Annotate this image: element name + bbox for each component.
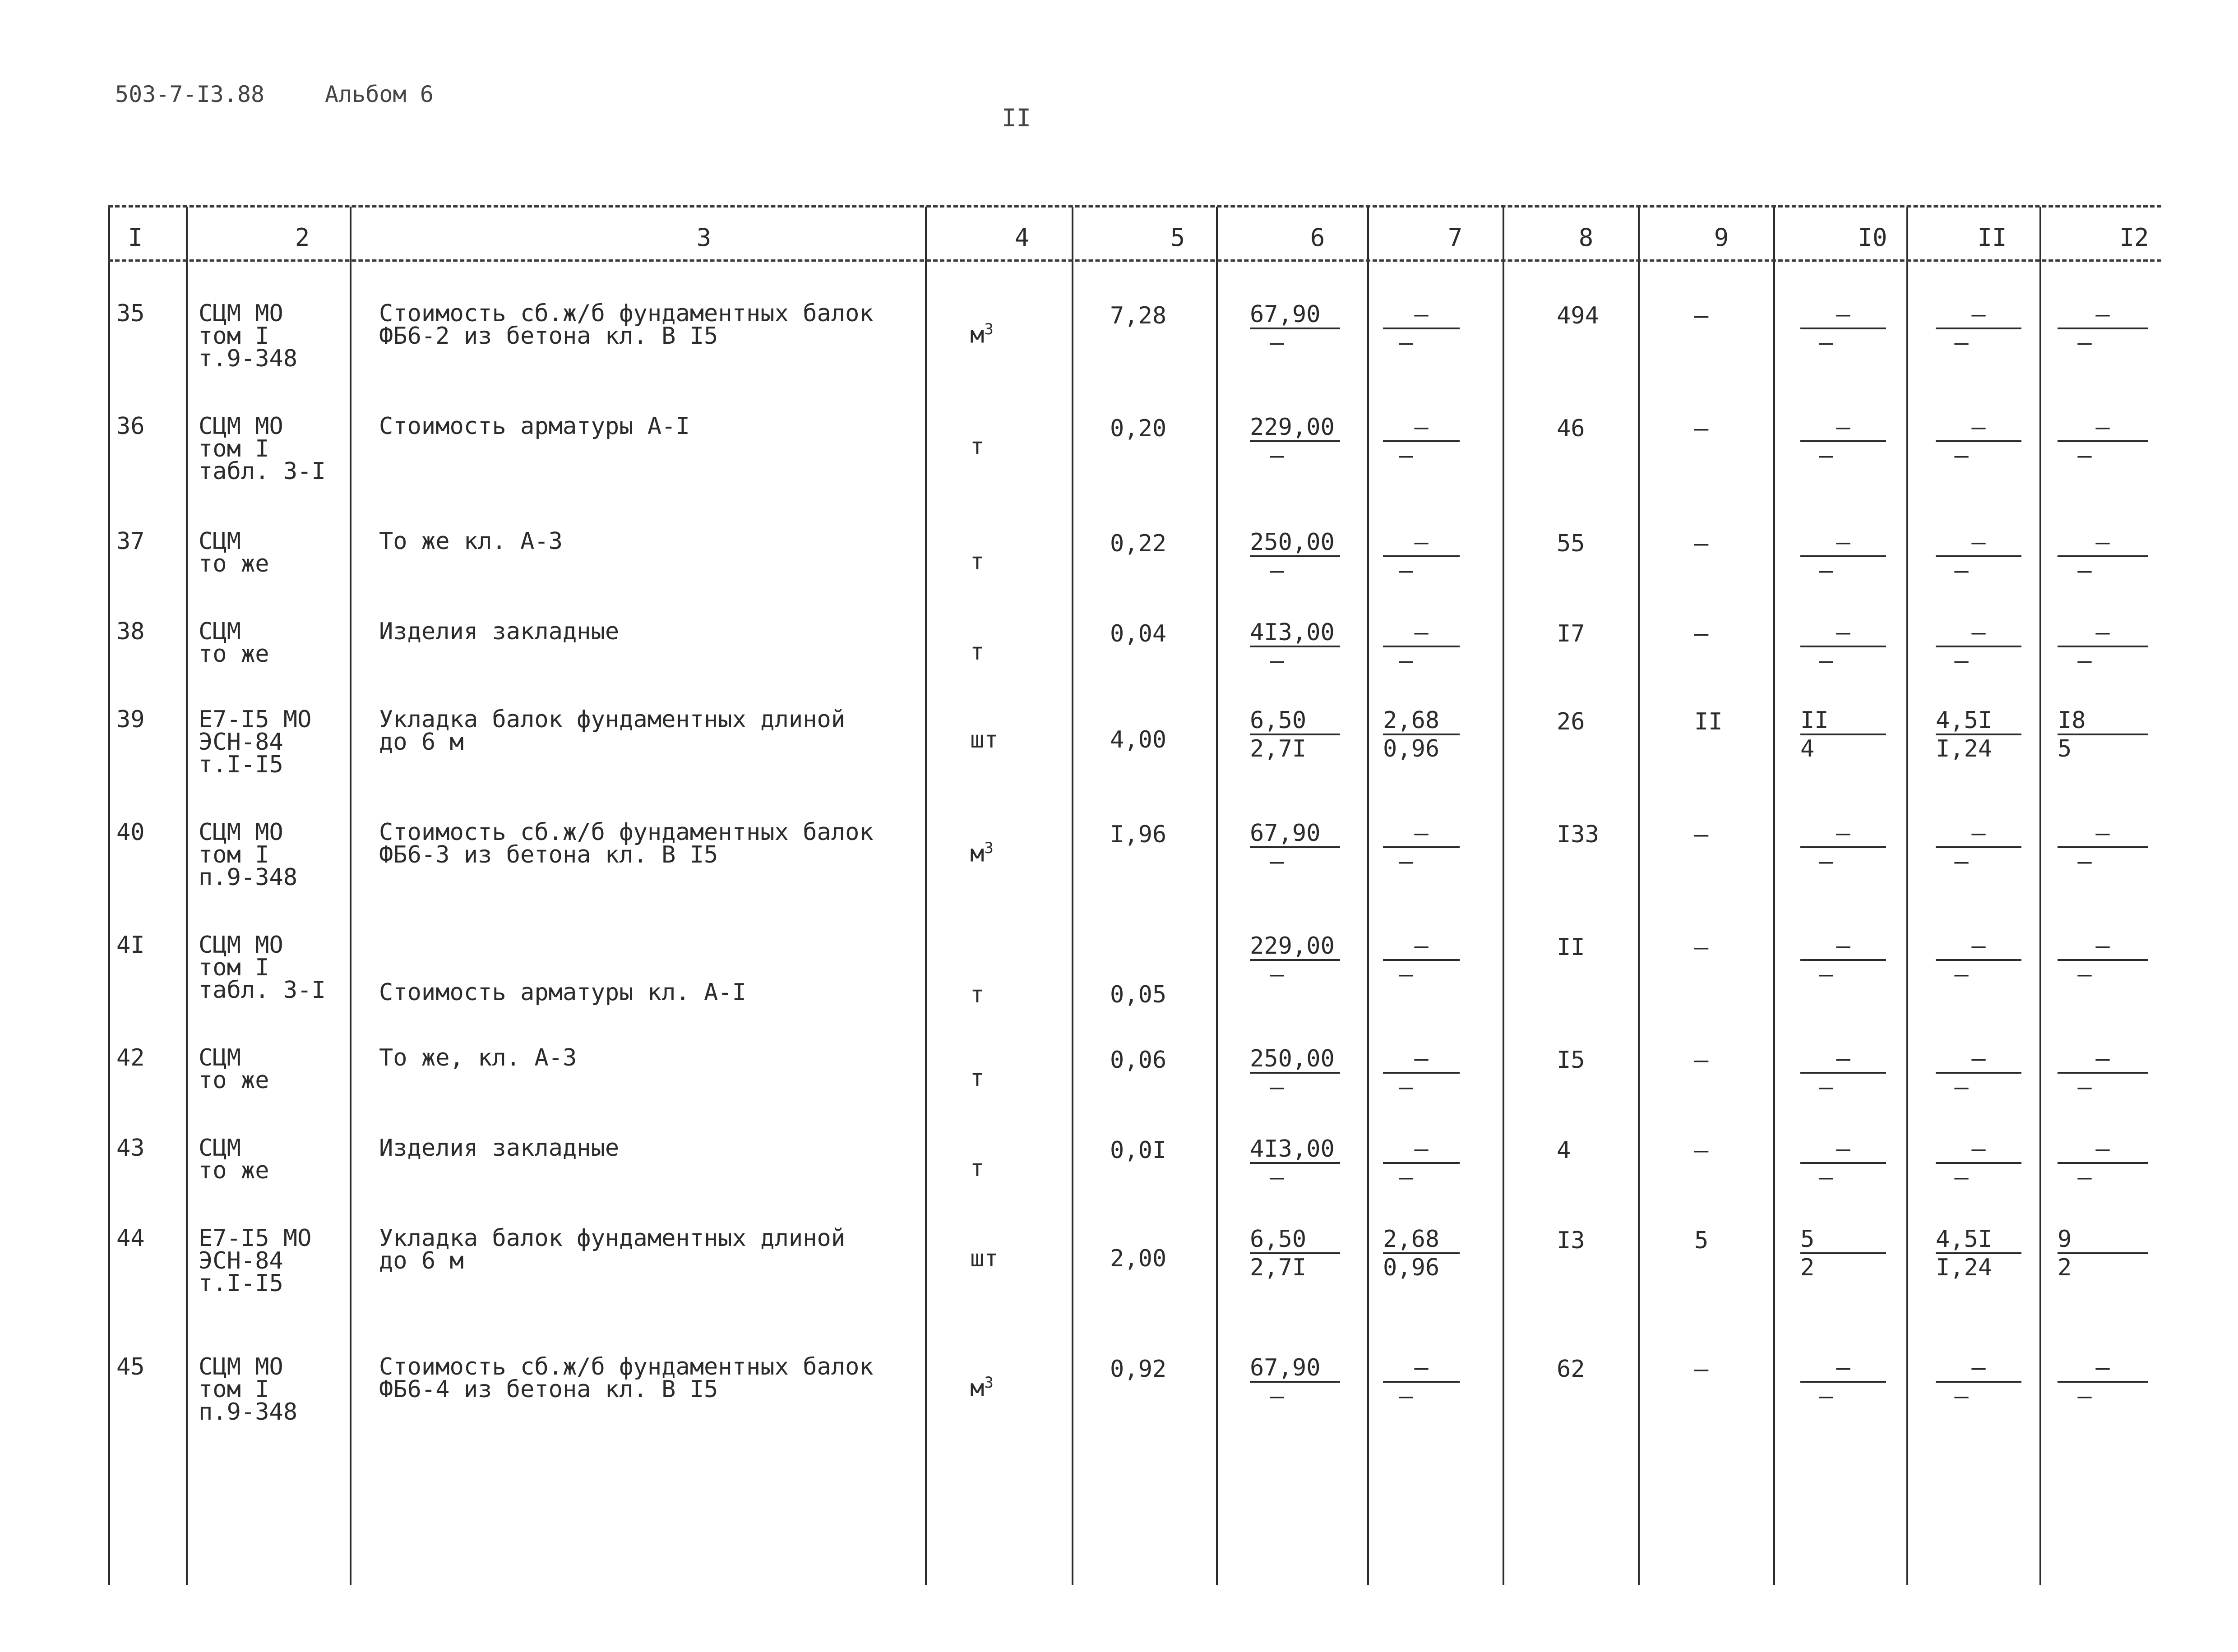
unit-of-measure: т (970, 1155, 985, 1182)
unit-cost-total (1250, 1227, 1340, 1281)
unit-cost-total-numerator: 229,00 (1250, 415, 1340, 442)
unit-cost-total-denominator: – (1270, 647, 1284, 674)
unit-cost-wages (1383, 1356, 1460, 1410)
column-number-3: 3 (696, 223, 712, 252)
total-cost: I33 (1557, 821, 1599, 848)
labor-unit (1936, 530, 2021, 584)
total-wages: – (1694, 530, 1709, 557)
unit-cost-total (1250, 415, 1340, 469)
row-number: 36 (116, 413, 145, 440)
unit-of-measure: шт (970, 726, 999, 753)
labor-total (2058, 1047, 2148, 1101)
labor-total-numerator: – (2058, 530, 2148, 557)
unit-cost-total (1250, 620, 1340, 674)
machine-operation (1800, 302, 1886, 356)
norm-source: СЦМ то же (199, 1044, 269, 1094)
machine-operation-numerator: – (1800, 1137, 1886, 1164)
unit-cost-wages-denominator: – (1399, 848, 1413, 875)
labor-unit-numerator: – (1936, 620, 2021, 647)
total-cost: I5 (1557, 1047, 1585, 1074)
machine-operation (1800, 1227, 1886, 1281)
machine-operation-numerator: II (1800, 708, 1886, 735)
unit-cost-wages (1383, 821, 1460, 875)
row-number: 4I (116, 932, 145, 959)
unit-of-measure: $м^3$ (970, 1374, 994, 1402)
column-rule (1216, 207, 1218, 1585)
unit-of-measure: шт (970, 1245, 999, 1272)
unit-cost-wages (1383, 530, 1460, 584)
norm-source: СЦМ МО том I табл. 3-I (199, 932, 326, 1004)
unit-cost-total (1250, 708, 1340, 762)
total-wages: – (1694, 934, 1709, 961)
quantity: 0,04 (1110, 620, 1167, 647)
column-number-7: 7 (1447, 223, 1463, 252)
unit-cost-wages-numerator: – (1383, 1137, 1460, 1164)
labor-unit-denominator: – (1954, 961, 1969, 988)
labor-unit-numerator: – (1936, 934, 2021, 961)
labor-total-denominator: 2 (2058, 1254, 2072, 1281)
labor-total (2058, 1137, 2148, 1191)
unit-cost-wages (1383, 620, 1460, 674)
machine-operation-numerator: 5 (1800, 1227, 1886, 1254)
unit-cost-wages-denominator: – (1399, 961, 1413, 988)
quantity: 7,28 (1110, 302, 1167, 329)
unit-cost-total-numerator: 4I3,00 (1250, 620, 1340, 647)
labor-total-numerator: – (2058, 1356, 2148, 1383)
unit-cost-total-numerator: 67,90 (1250, 821, 1340, 848)
row-number: 37 (116, 528, 145, 555)
labor-total (2058, 708, 2148, 762)
labor-total-denominator: – (2077, 329, 2092, 356)
labor-total (2058, 1356, 2148, 1410)
column-rule (108, 207, 110, 1585)
labor-unit-numerator: – (1936, 1356, 2021, 1383)
unit-cost-total (1250, 530, 1340, 584)
labor-unit-denominator: I,24 (1936, 735, 1993, 762)
labor-total-denominator: – (2077, 1383, 2092, 1410)
labor-total-numerator: – (2058, 302, 2148, 329)
work-name: То же кл. А-3 (379, 528, 563, 555)
total-wages: – (1694, 620, 1709, 647)
unit-cost-total-denominator: – (1270, 329, 1284, 356)
labor-unit-numerator: – (1936, 821, 2021, 848)
unit-cost-wages (1383, 1137, 1460, 1191)
labor-total-denominator: 5 (2058, 735, 2072, 762)
labor-unit-numerator: – (1936, 1047, 2021, 1074)
machine-operation (1800, 1047, 1886, 1101)
unit-cost-wages-numerator: – (1383, 530, 1460, 557)
column-rule (1638, 207, 1640, 1585)
labor-total-denominator: – (2077, 1074, 2092, 1101)
labor-unit-denominator: – (1954, 848, 1969, 875)
unit-cost-total-denominator: – (1270, 1074, 1284, 1101)
column-number-8: 8 (1578, 223, 1594, 252)
labor-total-numerator: – (2058, 620, 2148, 647)
labor-unit (1936, 821, 2021, 875)
unit-exponent: 3 (984, 839, 994, 857)
column-number-5: 5 (1170, 223, 1185, 252)
unit-cost-total-denominator: – (1270, 961, 1284, 988)
unit-cost-total-numerator: 6,50 (1250, 708, 1340, 735)
quantity: 0,92 (1110, 1356, 1167, 1383)
work-name: Стоимость сб.ж/б фундаментных балок ФБ6-3 из бетона кл. В I5 (379, 819, 874, 868)
labor-unit-numerator: 4,5I (1936, 708, 2021, 735)
unit-cost-wages-numerator: – (1383, 1356, 1460, 1383)
album-label: Альбом 6 (325, 81, 434, 107)
labor-unit-denominator: I,24 (1936, 1254, 1993, 1281)
machine-operation-denominator: 4 (1800, 735, 1815, 762)
quantity: 0,05 (1110, 981, 1167, 1008)
unit-of-measure: $м^3$ (970, 320, 994, 349)
machine-operation-denominator: – (1819, 557, 1833, 584)
work-name: Стоимость сб.ж/б фундаментных балок ФБ6-4 из бетона кл. В I5 (379, 1353, 874, 1403)
unit-of-measure: т (970, 638, 985, 665)
labor-unit (1936, 1047, 2021, 1101)
unit-cost-total-numerator: 229,00 (1250, 934, 1340, 961)
work-name: Укладка балок фундаментных длиной до 6 м (379, 706, 846, 756)
column-rule (186, 207, 188, 1585)
labor-unit (1936, 1356, 2021, 1410)
labor-total (2058, 302, 2148, 356)
column-rule (1773, 207, 1775, 1585)
machine-operation-numerator: – (1800, 415, 1886, 442)
unit-cost-wages-numerator: 2,68 (1383, 708, 1460, 735)
total-cost: 494 (1557, 302, 1599, 329)
machine-operation (1800, 415, 1886, 469)
machine-operation-numerator: – (1800, 1356, 1886, 1383)
labor-total (2058, 530, 2148, 584)
total-cost: 46 (1557, 415, 1585, 442)
norm-source: СЦМ МО том I т.9-348 (199, 300, 298, 372)
unit-of-measure: $м^3$ (970, 839, 994, 868)
labor-total-numerator: 9 (2058, 1227, 2148, 1254)
labor-unit-denominator: – (1954, 1074, 1969, 1101)
machine-operation-denominator: – (1819, 442, 1833, 469)
machine-operation-denominator: – (1819, 647, 1833, 674)
unit-cost-wages-denominator: – (1399, 647, 1413, 674)
total-wages: – (1694, 1356, 1709, 1383)
labor-unit-denominator: – (1954, 329, 1969, 356)
unit-cost-total-denominator: – (1270, 1164, 1284, 1191)
labor-total-denominator: – (2077, 848, 2092, 875)
unit-cost-wages-numerator: 2,68 (1383, 1227, 1460, 1254)
unit-cost-wages-denominator: 0,96 (1383, 735, 1440, 762)
unit-of-measure: т (970, 981, 985, 1008)
unit-cost-wages-denominator: – (1399, 557, 1413, 584)
unit-exponent: 3 (984, 320, 994, 338)
total-cost: I7 (1557, 620, 1585, 647)
quantity: 0,22 (1110, 530, 1167, 557)
quantity: I,96 (1110, 821, 1167, 848)
total-cost: II (1557, 934, 1585, 961)
column-number-10: I0 (1858, 223, 1887, 252)
unit-exponent: 3 (984, 1374, 994, 1392)
machine-operation-denominator: – (1819, 961, 1833, 988)
machine-operation-numerator: – (1800, 530, 1886, 557)
column-rule (1367, 207, 1369, 1585)
machine-operation (1800, 620, 1886, 674)
unit-cost-wages-denominator: – (1399, 329, 1413, 356)
header-rule (108, 205, 2161, 208)
column-number-6: 6 (1310, 223, 1325, 252)
unit-cost-total-numerator: 67,90 (1250, 1356, 1340, 1383)
work-name: Стоимость арматуры А-I (379, 413, 690, 440)
labor-unit-numerator: – (1936, 302, 2021, 329)
row-number: 39 (116, 706, 145, 733)
labor-total-denominator: – (2077, 961, 2092, 988)
labor-unit-denominator: – (1954, 442, 1969, 469)
machine-operation (1800, 1137, 1886, 1191)
total-wages: – (1694, 1137, 1709, 1164)
work-name: То же, кл. А-3 (379, 1044, 577, 1071)
labor-unit-denominator: – (1954, 647, 1969, 674)
row-number: 38 (116, 618, 145, 645)
labor-unit (1936, 934, 2021, 988)
unit-cost-total-numerator: 250,00 (1250, 530, 1340, 557)
column-rule (1906, 207, 1908, 1585)
unit-cost-wages-numerator: – (1383, 302, 1460, 329)
column-number-12: I2 (2119, 223, 2149, 252)
labor-total-numerator: – (2058, 1137, 2148, 1164)
work-name: Изделия закладные (379, 618, 620, 645)
labor-total (2058, 1227, 2148, 1281)
machine-operation (1800, 821, 1886, 875)
total-wages: – (1694, 1047, 1709, 1074)
unit-cost-wages-denominator: – (1399, 442, 1413, 469)
unit-cost-wages (1383, 708, 1460, 762)
column-number-1: I (128, 223, 143, 252)
machine-operation (1800, 708, 1886, 762)
labor-total-numerator: – (2058, 934, 2148, 961)
labor-total (2058, 415, 2148, 469)
unit-cost-wages-denominator: 0,96 (1383, 1254, 1440, 1281)
total-cost: 55 (1557, 530, 1585, 557)
machine-operation-denominator: – (1819, 848, 1833, 875)
unit-cost-wages-numerator: – (1383, 415, 1460, 442)
labor-total-numerator: I8 (2058, 708, 2148, 735)
unit-cost-total (1250, 1047, 1340, 1101)
row-number: 45 (116, 1353, 145, 1380)
labor-unit-numerator: – (1936, 1137, 2021, 1164)
labor-unit-numerator: – (1936, 415, 2021, 442)
labor-unit-numerator: – (1936, 530, 2021, 557)
total-cost: 26 (1557, 708, 1585, 735)
labor-unit-denominator: – (1954, 557, 1969, 584)
total-cost: 4 (1557, 1137, 1571, 1164)
unit-cost-total-denominator: – (1270, 557, 1284, 584)
unit-cost-wages (1383, 302, 1460, 356)
machine-operation-denominator: – (1819, 1383, 1833, 1410)
unit-cost-wages (1383, 934, 1460, 988)
machine-operation-denominator: 2 (1800, 1254, 1815, 1281)
work-name: Стоимость арматуры кл. А-I (379, 979, 746, 1006)
machine-operation (1800, 934, 1886, 988)
norm-source: СЦМ МО том I п.9-348 (199, 1353, 298, 1426)
labor-total-denominator: – (2077, 442, 2092, 469)
labor-unit (1936, 415, 2021, 469)
norm-source: СЦМ то же (199, 1135, 269, 1184)
column-number-4: 4 (1014, 223, 1030, 252)
labor-total (2058, 934, 2148, 988)
page-number: II (1002, 104, 1031, 132)
total-wages: – (1694, 821, 1709, 848)
column-rule (925, 207, 927, 1585)
work-name: Укладка балок фундаментных длиной до 6 м (379, 1225, 846, 1274)
labor-unit (1936, 620, 2021, 674)
unit-cost-wages-numerator: – (1383, 934, 1460, 961)
unit-cost-wages (1383, 415, 1460, 469)
norm-source: СЦМ то же (199, 528, 269, 577)
total-wages: II (1694, 708, 1723, 735)
work-name: Стоимость сб.ж/б фундаментных балок ФБ6-2 из бетона кл. В I5 (379, 300, 874, 350)
total-wages: – (1694, 415, 1709, 442)
unit-cost-total-denominator: 2,7I (1250, 1254, 1307, 1281)
labor-unit (1936, 1227, 2021, 1281)
labor-total-numerator: – (2058, 1047, 2148, 1074)
column-rule (350, 207, 351, 1585)
unit-cost-total (1250, 934, 1340, 988)
norm-source: СЦМ МО том I табл. 3-I (199, 413, 326, 485)
unit-cost-total-denominator: 2,7I (1250, 735, 1307, 762)
norm-source: СЦМ то же (199, 618, 269, 668)
machine-operation-denominator: – (1819, 329, 1833, 356)
labor-total-numerator: – (2058, 821, 2148, 848)
labor-total-denominator: – (2077, 647, 2092, 674)
machine-operation-denominator: – (1819, 1074, 1833, 1101)
quantity: 4,00 (1110, 726, 1167, 753)
unit-cost-total-numerator: 4I3,00 (1250, 1137, 1340, 1164)
row-number: 40 (116, 819, 145, 846)
machine-operation (1800, 530, 1886, 584)
machine-operation-numerator: – (1800, 934, 1886, 961)
unit-cost-wages-numerator: – (1383, 1047, 1460, 1074)
labor-unit (1936, 1137, 2021, 1191)
row-number: 44 (116, 1225, 145, 1252)
unit-of-measure: т (970, 433, 985, 460)
unit-cost-total-denominator: – (1270, 1383, 1284, 1410)
total-wages: 5 (1694, 1227, 1709, 1254)
total-cost: 62 (1557, 1356, 1585, 1383)
machine-operation-numerator: – (1800, 302, 1886, 329)
column-rule (1072, 207, 1073, 1585)
quantity: 0,0I (1110, 1137, 1167, 1164)
labor-total-numerator: – (2058, 415, 2148, 442)
machine-operation-numerator: – (1800, 620, 1886, 647)
norm-source: СЦМ МО том I п.9-348 (199, 819, 298, 891)
unit-cost-wages-denominator: – (1399, 1164, 1413, 1191)
machine-operation-numerator: – (1800, 1047, 1886, 1074)
labor-unit-denominator: – (1954, 1383, 1969, 1410)
column-number-11: II (1977, 223, 2007, 252)
column-rule (2039, 207, 2041, 1585)
unit-cost-total-numerator: 67,90 (1250, 302, 1340, 329)
labor-total-denominator: – (2077, 557, 2092, 584)
unit-cost-total (1250, 302, 1340, 356)
unit-cost-total-denominator: – (1270, 442, 1284, 469)
machine-operation (1800, 1356, 1886, 1410)
quantity: 0,20 (1110, 415, 1167, 442)
doc-code: 503-7-I3.88 (115, 81, 265, 107)
unit-of-measure: т (970, 548, 985, 575)
header-rule (108, 259, 2161, 262)
unit-cost-wages-numerator: – (1383, 620, 1460, 647)
labor-unit-numerator: 4,5I (1936, 1227, 2021, 1254)
quantity: 0,06 (1110, 1047, 1167, 1074)
unit-of-measure: т (970, 1065, 985, 1092)
unit-cost-wages-denominator: – (1399, 1383, 1413, 1410)
norm-source: Е7-I5 МО ЭСН-84 т.I-I5 (199, 706, 312, 778)
unit-cost-wages (1383, 1047, 1460, 1101)
unit-cost-total (1250, 1137, 1340, 1191)
unit-cost-total (1250, 821, 1340, 875)
unit-cost-wages (1383, 1227, 1460, 1281)
unit-cost-total-denominator: – (1270, 848, 1284, 875)
unit-cost-total-numerator: 6,50 (1250, 1227, 1340, 1254)
unit-cost-total (1250, 1356, 1340, 1410)
labor-total-denominator: – (2077, 1164, 2092, 1191)
row-number: 35 (116, 300, 145, 327)
column-number-9: 9 (1714, 223, 1729, 252)
total-wages: – (1694, 302, 1709, 329)
column-number-2: 2 (295, 223, 310, 252)
row-number: 43 (116, 1135, 145, 1162)
quantity: 2,00 (1110, 1245, 1167, 1272)
labor-total (2058, 821, 2148, 875)
work-name: Изделия закладные (379, 1135, 620, 1162)
machine-operation-numerator: – (1800, 821, 1886, 848)
labor-unit (1936, 708, 2021, 762)
unit-cost-wages-denominator: – (1399, 1074, 1413, 1101)
labor-unit-denominator: – (1954, 1164, 1969, 1191)
labor-unit (1936, 302, 2021, 356)
unit-cost-total-numerator: 250,00 (1250, 1047, 1340, 1074)
labor-total (2058, 620, 2148, 674)
machine-operation-denominator: – (1819, 1164, 1833, 1191)
unit-cost-wages-numerator: – (1383, 821, 1460, 848)
column-rule (1503, 207, 1504, 1585)
total-cost: I3 (1557, 1227, 1585, 1254)
row-number: 42 (116, 1044, 145, 1071)
norm-source: Е7-I5 МО ЭСН-84 т.I-I5 (199, 1225, 312, 1297)
